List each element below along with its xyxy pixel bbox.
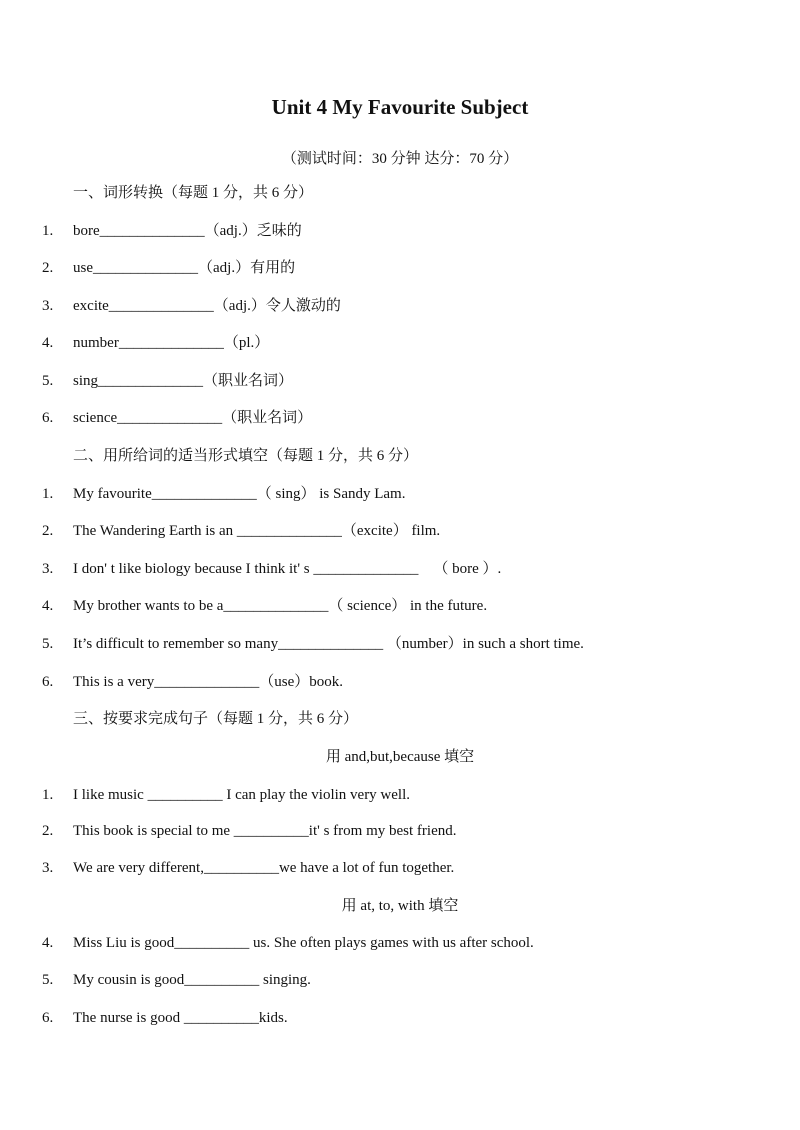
item-text: bore______________（adj.）乏味的 xyxy=(73,223,302,239)
item-text: use______________（adj.）有用的 xyxy=(73,260,296,276)
item-text: science______________（职业名词） xyxy=(73,410,313,426)
section-1-heading: 一、词形转换（每题 1 分，共 6 分） xyxy=(73,185,314,201)
item-text: It’s difficult to remember so many______________ （number）in such a short time. xyxy=(73,636,584,652)
item-number: 2. xyxy=(42,823,54,839)
item-number: 6. xyxy=(42,674,54,690)
item-number: 1. xyxy=(42,486,54,502)
item-number: 6. xyxy=(42,410,54,426)
item-text: sing______________（职业名词） xyxy=(73,373,294,389)
item-number: 1. xyxy=(42,223,54,239)
item-number: 6. xyxy=(42,1010,54,1026)
item-number: 4. xyxy=(42,335,54,351)
item-text: I like music __________ I can play the violin very well. xyxy=(73,787,411,803)
item-text: My favourite______________（ sing） is Sandy Lam. xyxy=(73,486,406,502)
item-text: I don' t like biology because I think it' s ______________ （ bore ）. xyxy=(73,561,502,577)
test-info: （测试时间：30 分钟 达分：70 分） xyxy=(281,151,519,167)
page-title: Unit 4 My Favourite Subject xyxy=(271,95,529,119)
item-text: My brother wants to be a______________（ science） in the future. xyxy=(73,598,488,614)
item-number: 5. xyxy=(42,636,54,652)
instruction-b: 用 at, to, with 填空 xyxy=(341,898,459,914)
item-number: 1. xyxy=(42,787,54,803)
section-2-heading: 二、用所给词的适当形式填空（每题 1 分，共 6 分） xyxy=(73,448,419,464)
item-number: 2. xyxy=(42,523,54,539)
item-text: This book is special to me __________it' s from my best friend. xyxy=(73,823,457,839)
item-text: The nurse is good __________kids. xyxy=(73,1010,288,1026)
item-number: 4. xyxy=(42,598,54,614)
instruction-a: 用 and,but,because 填空 xyxy=(325,749,475,765)
item-text: excite______________（adj.）令人激动的 xyxy=(73,298,341,314)
section-3-heading: 三、按要求完成句子（每题 1 分，共 6 分） xyxy=(73,711,359,727)
item-number: 5. xyxy=(42,373,54,389)
item-number: 4. xyxy=(42,935,54,951)
item-text: The Wandering Earth is an ______________（excite） film. xyxy=(73,523,441,539)
item-text: Miss Liu is good__________ us. She often plays games with us after school. xyxy=(73,935,534,951)
item-text: My cousin is good__________ singing. xyxy=(73,972,311,988)
item-number: 3. xyxy=(42,561,54,577)
item-number: 5. xyxy=(42,972,54,988)
item-number: 3. xyxy=(42,298,54,314)
item-text: We are very different,__________we have a lot of fun together. xyxy=(73,860,455,876)
item-number: 2. xyxy=(42,260,54,276)
item-text: number______________（pl.） xyxy=(73,335,270,351)
item-number: 3. xyxy=(42,860,54,876)
item-text: This is a very______________（use）book. xyxy=(73,674,343,690)
